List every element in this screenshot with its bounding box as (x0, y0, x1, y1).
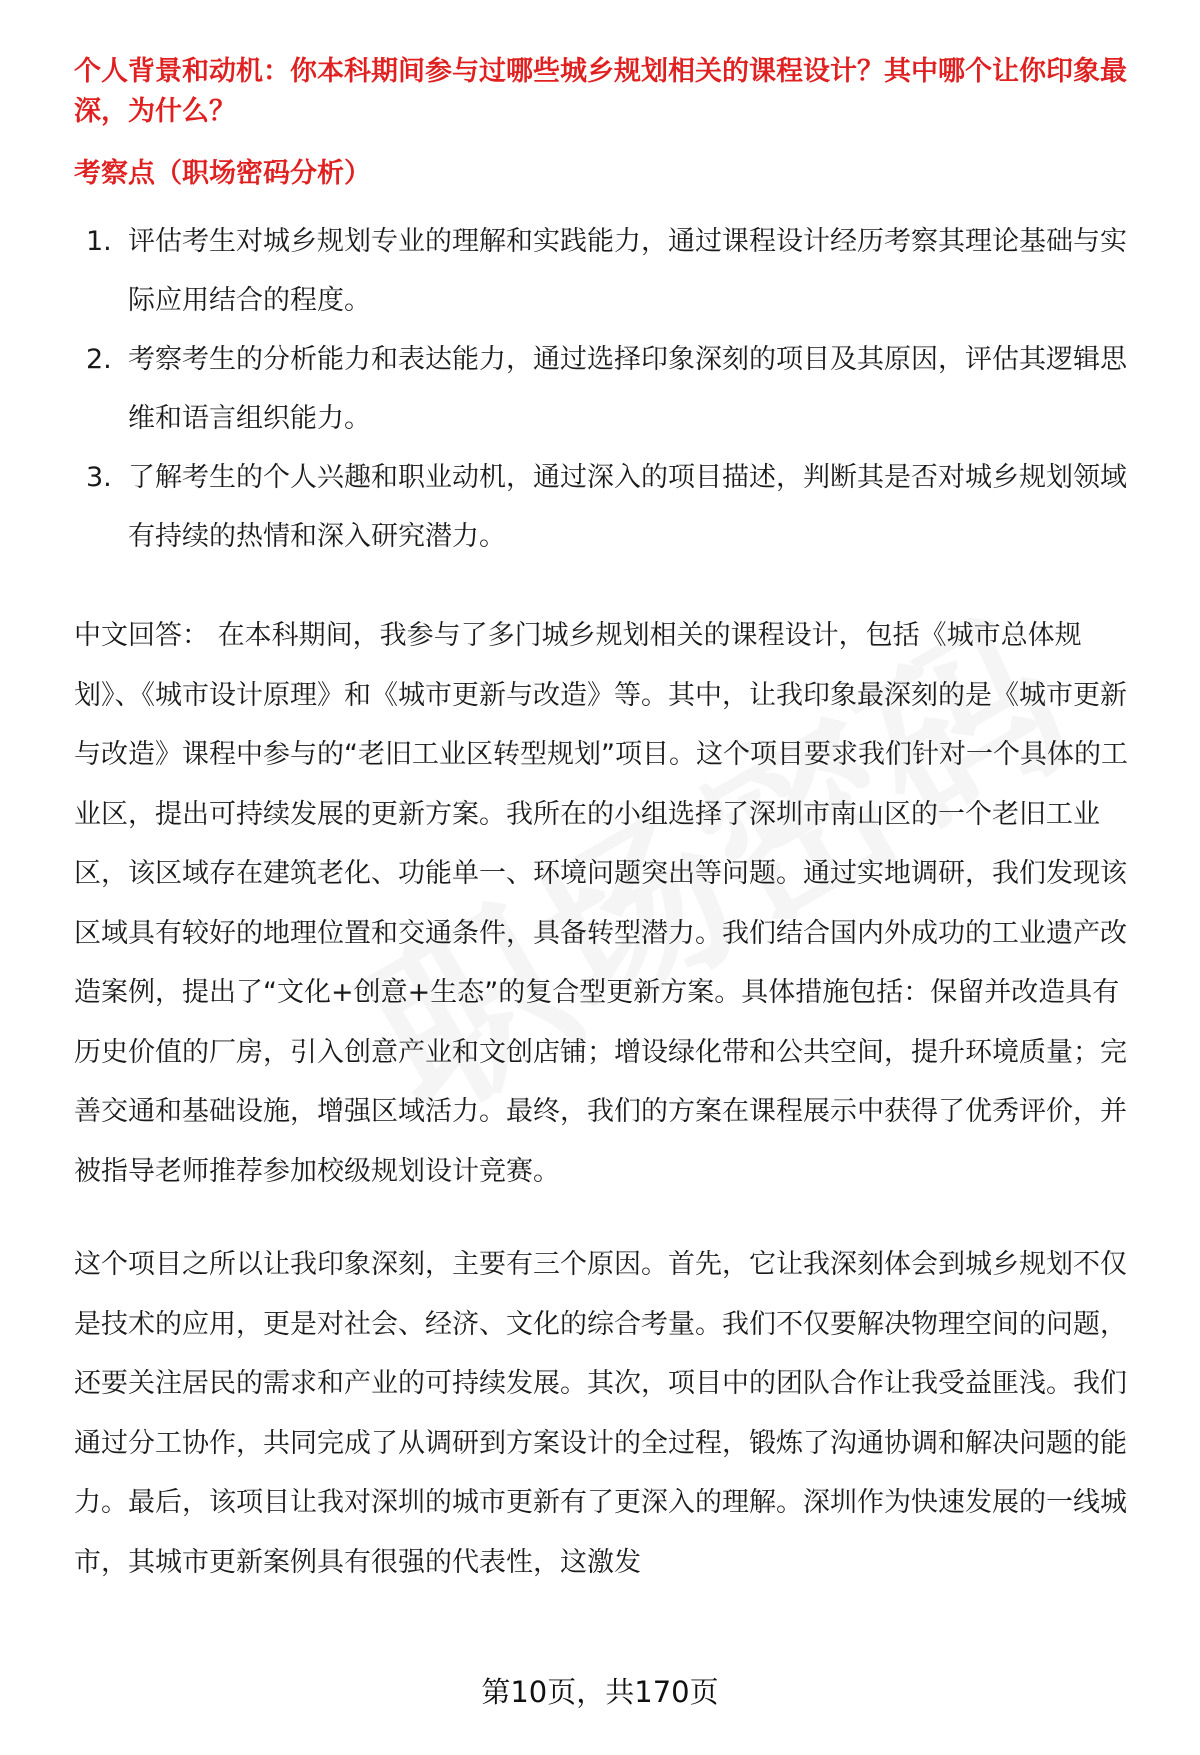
points-list (74, 212, 1146, 566)
list-text: 考察考生的分析能力和表达能力，通过选择印象深刻的项目及其原因，评估其逻辑思维和语言组织能力。 (128, 344, 1127, 434)
list-number: 3. (86, 462, 112, 493)
page-footer: 第10页，共170页 (481, 1675, 719, 1709)
section-title: 考察点（职场密码分析） (74, 158, 371, 189)
list-item (74, 212, 1146, 330)
answer-paragraph-1: 中文回答： 在本科期间，我参与了多门城乡规划相关的课程设计，包括《城市总体规划》、《城市设计原理》和《城市更新与改造》等。其中，让我印象最深刻的是《城市更新与改造》课程中参与的“老旧工业区转型规划”项目。这个项目要求我们针对一个具体的工业区，提出可持续发展的更新方案。我所在的小组选择了深圳市南山区的一个老旧工业区，该区域存在建筑老化、功能单一、环境问题突出等问题。通过实地调研，我们发现该区域具有较好的地理位置和交通条件，具备转型潜力。我们结合国内外成功的工业遗产改造案例，提出了“文化+创意+生态”的复合型更新方案。具体措施包括：保留并改造具有历史价值的厂房，引入创意产业和文创店铺；增设绿化带和公共空间，提升环境质量；完善交通和基础设施，增强区域活力。最终，我们的方案在课程展示中获得了优秀评价，并被指导老师推荐参加校级规划设计竞赛。 (74, 620, 1128, 1187)
question-heading: 个人背景和动机：你本科期间参与过哪些城乡规划相关的课程设计？其中哪个让你印象最深，为什么？ (74, 56, 1127, 127)
list-item (74, 330, 1146, 448)
list-number: 2. (86, 344, 112, 375)
document-page (74, 52, 1146, 1626)
list-text: 了解考生的个人兴趣和职业动机，通过深入的项目描述，判断其是否对城乡规划领域有持续的热情和深入研究潜力。 (128, 462, 1127, 552)
answer-paragraph-2: 这个项目之所以让我印象深刻，主要有三个原因。首先，它让我深刻体会到城乡规划不仅是技术的应用，更是对社会、经济、文化的综合考量。我们不仅要解决物理空间的问题，还要关注居民的需求和产业的可持续发展。其次，项目中的团队合作让我受益匪浅。我们通过分工协作，共同完成了从调研到方案设计的全过程，锻炼了沟通协调和解决问题的能力。最后，该项目让我对深圳的城市更新有了更深入的理解。深圳作为快速发展的一线城市，其城市更新案例具有很强的代表性，这激发 (74, 1249, 1127, 1578)
list-item (74, 448, 1146, 566)
list-number: 1. (86, 226, 112, 257)
list-text: 评估考生对城乡规划专业的理解和实践能力，通过课程设计经历考察其理论基础与实际应用结合的程度。 (128, 226, 1127, 316)
